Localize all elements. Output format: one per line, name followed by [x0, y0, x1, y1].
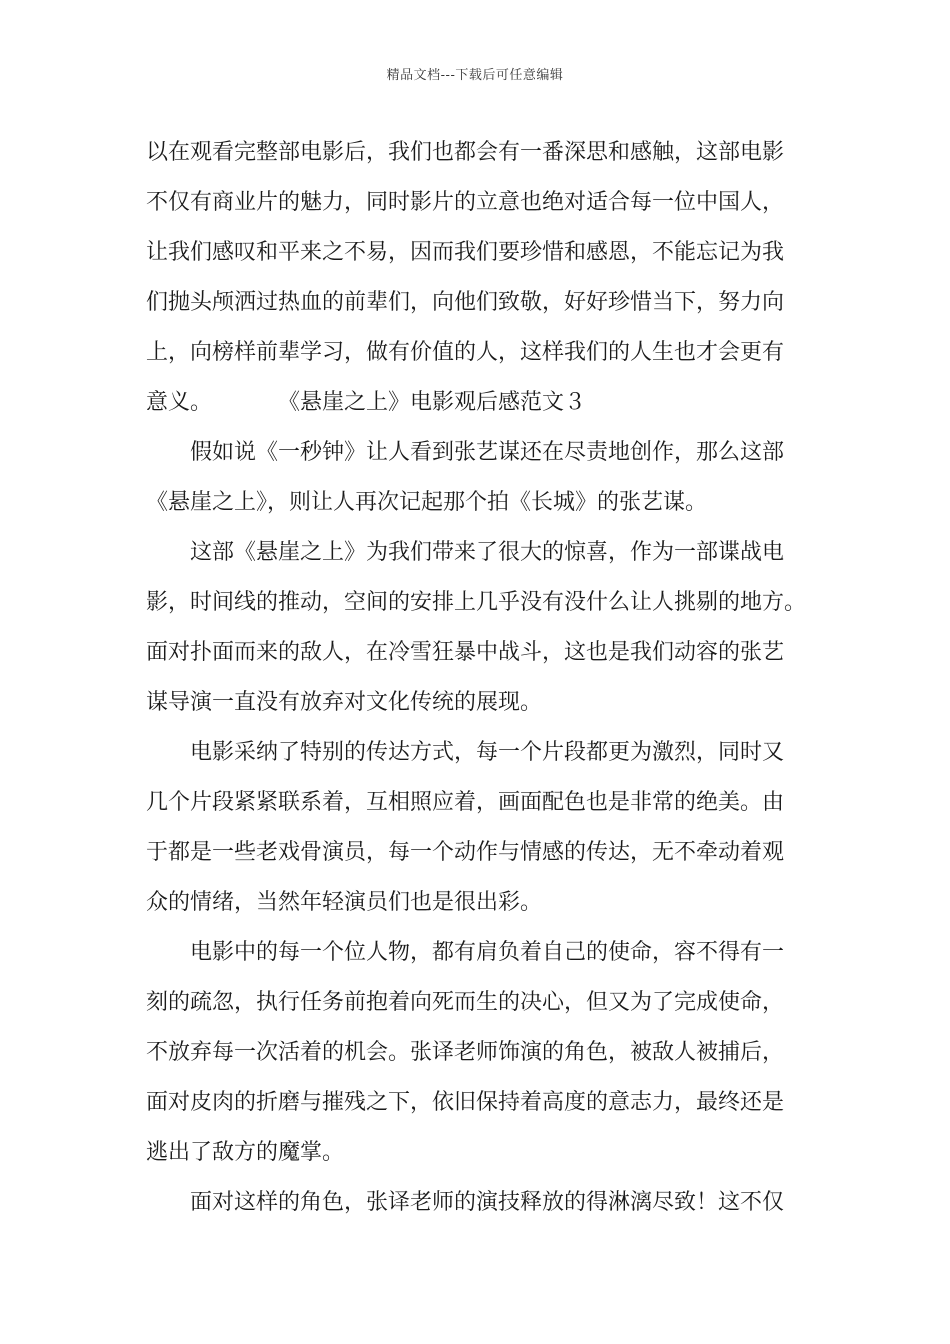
text-line: 几个片段紧紧联系着，互相照应着，画面配色也是非常的绝美。由 — [146, 790, 785, 815]
text-line: 刻的疏忽，执行任务前抱着向死而生的决心，但又为了完成使命， — [146, 990, 785, 1015]
text-line-with-title — [146, 378, 811, 428]
text-line: 上，向榜样前辈学习，做有价值的人，这样我们的人生也才会更有 — [146, 340, 785, 365]
text-line: 这部《悬崖之上》为我们带来了很大的惊喜，作为一部谍战电 — [146, 540, 785, 565]
text-line: 面对这样的角色，张译老师的演技释放的得淋漓尽致！这不仅 — [146, 1190, 785, 1215]
text-line: 逃出了敌方的魔掌。 — [146, 1140, 345, 1165]
text-line: 以在观看完整部电影后，我们也都会有一番深思和感触，这部电影 — [146, 140, 785, 165]
document-body — [146, 128, 811, 1228]
text-line: 《悬崖之上》，则让人再次记起那个拍《长城》的张艺谋。 — [146, 490, 708, 515]
text-line: 们抛头颅洒过热血的前辈们，向他们致敬，好好珍惜当下，努力向 — [146, 290, 785, 315]
text-line: 让我们感叹和平来之不易，因而我们要珍惜和感恩，不能忘记为我 — [146, 240, 785, 265]
page-header: 精品文档---下载后可任意编辑 — [386, 68, 564, 83]
text-line: 谋导演一直没有放弃对文化传统的展现。 — [146, 690, 543, 715]
text-line: 不放弃每一次活着的机会。张译老师饰演的角色，被敌人被捕后， — [146, 1040, 785, 1065]
text-line: 众的情绪，当然年轻演员们也是很出彩。 — [146, 890, 543, 915]
text-line: 电影中的每一个位人物，都有肩负着自己的使命，容不得有一 — [146, 940, 785, 965]
text-fragment: 意义。 — [146, 390, 213, 415]
text-line: 影，时间线的推动，空间的安排上几乎没有没什么让人挑剔的地方。 — [146, 590, 807, 615]
text-line: 面对皮肉的折磨与摧残之下，依旧保持着高度的意志力，最终还是 — [146, 1090, 785, 1115]
text-line: 不仅有商业片的魅力，同时影片的立意也绝对适合每一位中国人， — [146, 190, 785, 215]
text-line: 假如说《一秒钟》让人看到张艺谋还在尽责地创作，那么这部 — [146, 440, 785, 465]
section-title: 《悬崖之上》电影观后感范文３ — [278, 390, 587, 415]
text-line: 电影采纳了特别的传达方式，每一个片段都更为激烈，同时又 — [146, 740, 785, 765]
text-line: 面对扑面而来的敌人，在冷雪狂暴中战斗，这也是我们动容的张艺 — [146, 640, 785, 665]
text-line: 于都是一些老戏骨演员，每一个动作与情感的传达，无不牵动着观 — [146, 840, 785, 865]
